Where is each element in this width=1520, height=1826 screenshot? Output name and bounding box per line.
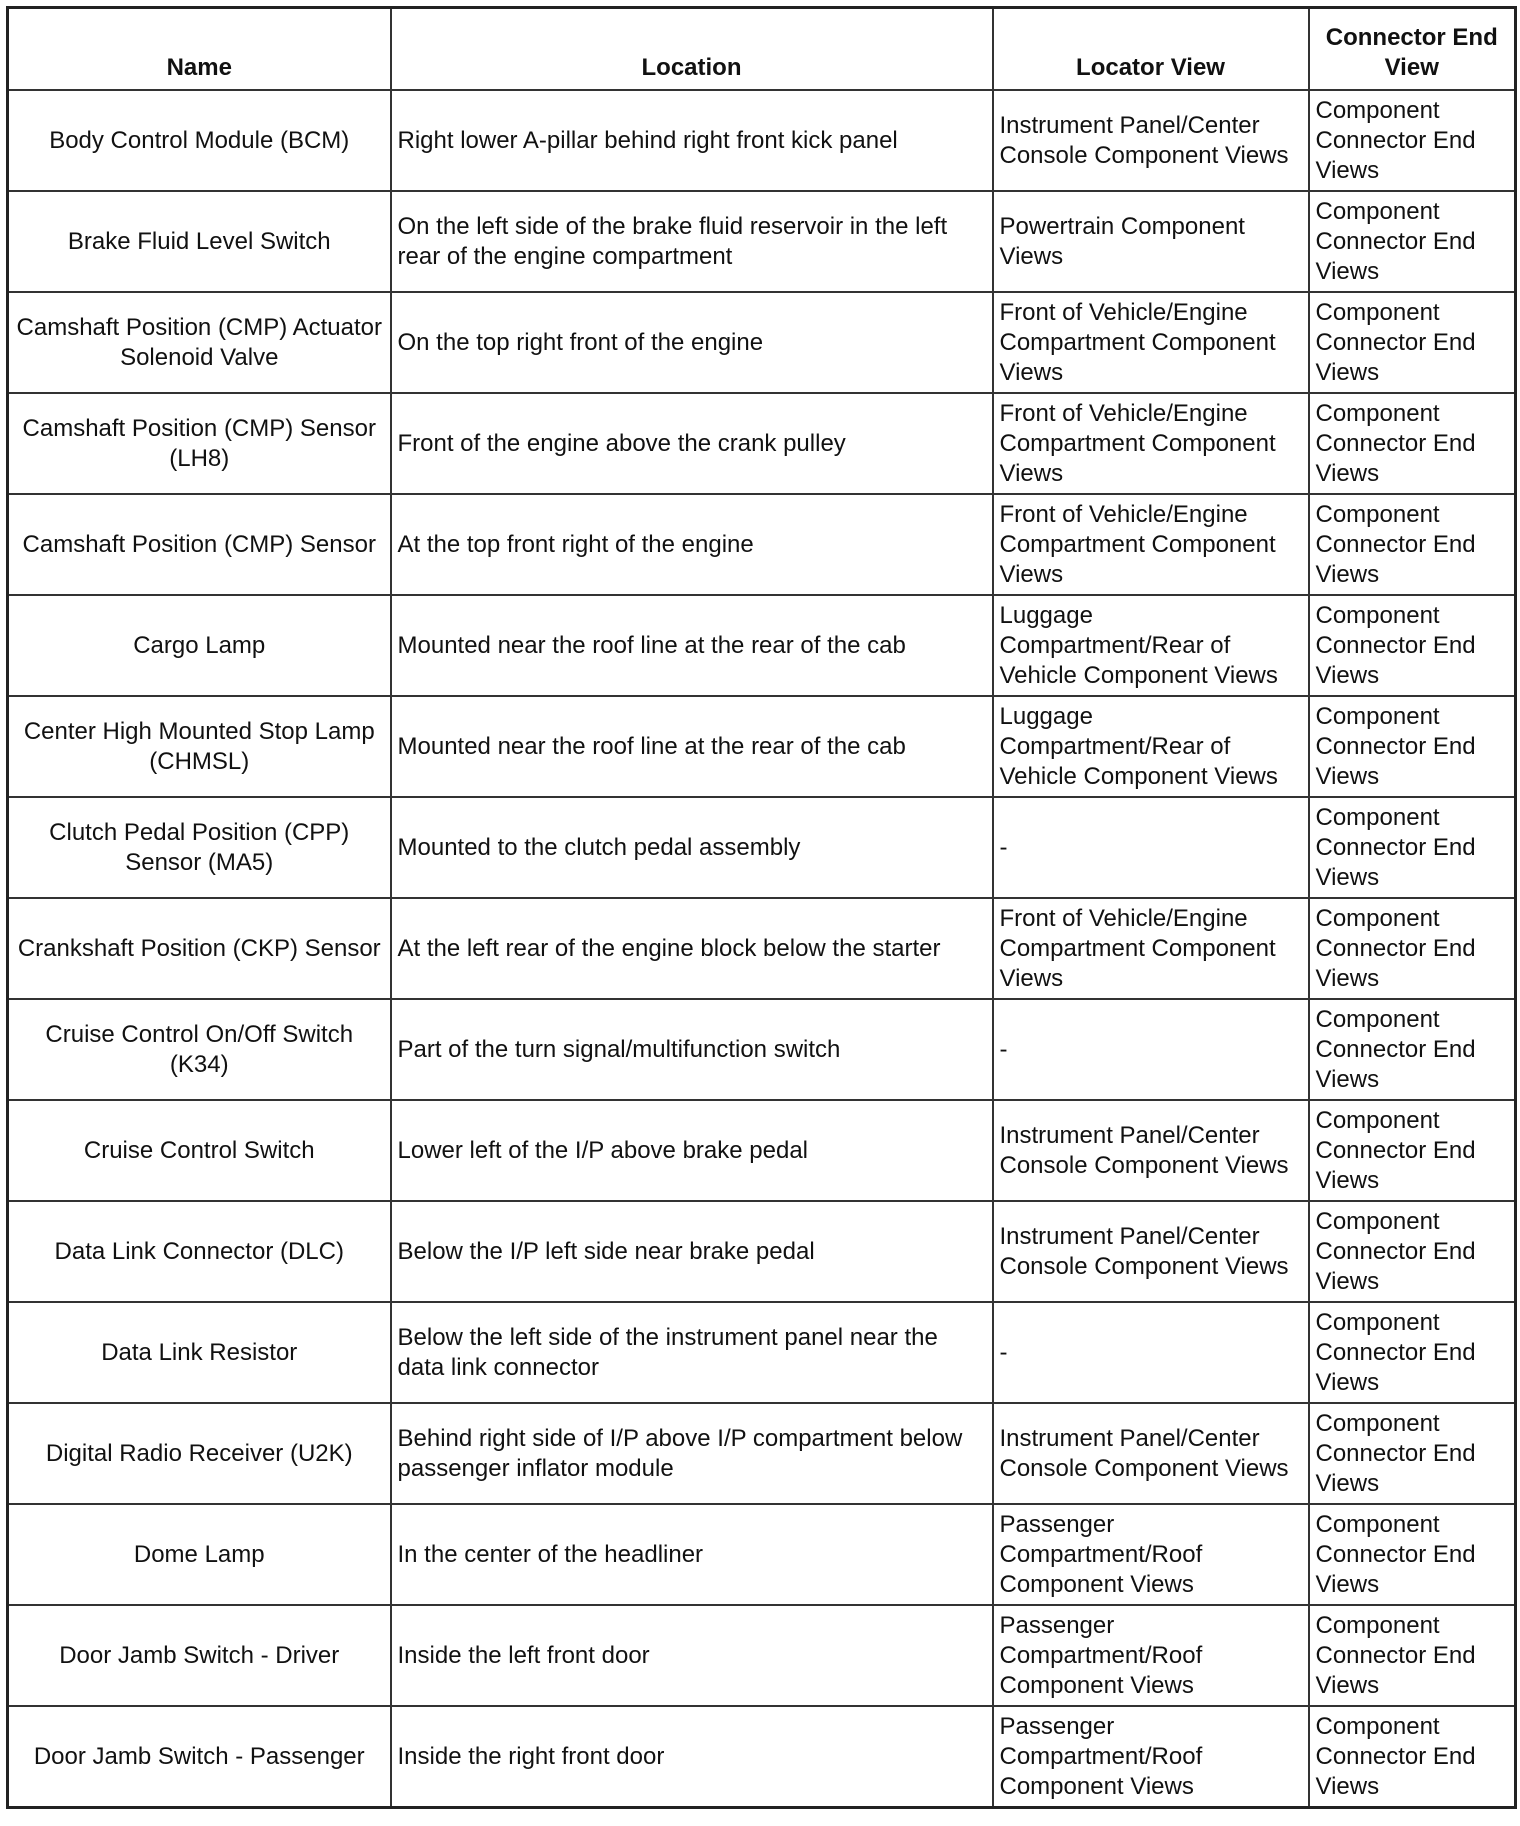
table-row	[8, 595, 1516, 696]
cell-name: Camshaft Position (CMP) Sensor	[8, 494, 391, 595]
cell-name: Data Link Resistor	[8, 1302, 391, 1403]
cell-name: Center High Mounted Stop Lamp (CHMSL)	[8, 696, 391, 797]
table-row	[8, 1100, 1516, 1201]
table-row	[8, 797, 1516, 898]
cell-connector-end-view: Component Connector End Views	[1309, 1201, 1516, 1302]
cell-locator-view: Front of Vehicle/Engine Compartment Component Views	[993, 393, 1309, 494]
component-locator-table	[6, 6, 1517, 1809]
cell-name: Dome Lamp	[8, 1504, 391, 1605]
cell-locator-view: Passenger Compartment/Roof Component Views	[993, 1504, 1309, 1605]
cell-name: Clutch Pedal Position (CPP) Sensor (MA5)	[8, 797, 391, 898]
cell-locator-view: -	[993, 1302, 1309, 1403]
cell-locator-view: Powertrain Component Views	[993, 191, 1309, 292]
component-locator-sheet	[6, 6, 1514, 1820]
cell-location: Behind right side of I/P above I/P compartment below passenger inflator module	[391, 1403, 993, 1504]
table-row	[8, 1605, 1516, 1706]
table-row	[8, 292, 1516, 393]
table-row	[8, 1403, 1516, 1504]
cell-locator-view: Instrument Panel/Center Console Component Views	[993, 90, 1309, 191]
cell-location: On the left side of the brake fluid reservoir in the left rear of the engine compartment	[391, 191, 993, 292]
cell-name: Door Jamb Switch - Passenger	[8, 1706, 391, 1808]
cell-name: Digital Radio Receiver (U2K)	[8, 1403, 391, 1504]
cell-connector-end-view: Component Connector End Views	[1309, 1504, 1516, 1605]
header-locator-view: Locator View	[993, 8, 1309, 91]
cell-name: Brake Fluid Level Switch	[8, 191, 391, 292]
cell-location: Inside the right front door	[391, 1706, 993, 1808]
cell-locator-view: Passenger Compartment/Roof Component Views	[993, 1706, 1309, 1808]
cell-name: Cruise Control On/Off Switch (K34)	[8, 999, 391, 1100]
table-row	[8, 494, 1516, 595]
cell-locator-view: Luggage Compartment/Rear of Vehicle Component Views	[993, 595, 1309, 696]
table-row	[8, 1201, 1516, 1302]
cell-location: Lower left of the I/P above brake pedal	[391, 1100, 993, 1201]
table-row	[8, 90, 1516, 191]
cell-locator-view: Instrument Panel/Center Console Component Views	[993, 1201, 1309, 1302]
table-row	[8, 1302, 1516, 1403]
header-row	[8, 8, 1516, 91]
table-row	[8, 393, 1516, 494]
cell-name: Data Link Connector (DLC)	[8, 1201, 391, 1302]
cell-location: At the top front right of the engine	[391, 494, 993, 595]
cell-connector-end-view: Component Connector End Views	[1309, 90, 1516, 191]
cell-location: Mounted near the roof line at the rear of the cab	[391, 595, 993, 696]
table-row	[8, 191, 1516, 292]
cell-locator-view: Front of Vehicle/Engine Compartment Component Views	[993, 292, 1309, 393]
cell-location: Inside the left front door	[391, 1605, 993, 1706]
cell-location: Mounted to the clutch pedal assembly	[391, 797, 993, 898]
cell-location: Mounted near the roof line at the rear of the cab	[391, 696, 993, 797]
cell-connector-end-view: Component Connector End Views	[1309, 1302, 1516, 1403]
cell-connector-end-view: Component Connector End Views	[1309, 1403, 1516, 1504]
cell-connector-end-view: Component Connector End Views	[1309, 1706, 1516, 1808]
cell-connector-end-view: Component Connector End Views	[1309, 696, 1516, 797]
cell-location: Right lower A-pillar behind right front kick panel	[391, 90, 993, 191]
cell-location: On the top right front of the engine	[391, 292, 993, 393]
cell-connector-end-view: Component Connector End Views	[1309, 595, 1516, 696]
table-row	[8, 898, 1516, 999]
cell-location: At the left rear of the engine block below the starter	[391, 898, 993, 999]
cell-connector-end-view: Component Connector End Views	[1309, 898, 1516, 999]
cell-name: Camshaft Position (CMP) Actuator Solenoid Valve	[8, 292, 391, 393]
cell-name: Body Control Module (BCM)	[8, 90, 391, 191]
cell-locator-view: Front of Vehicle/Engine Compartment Component Views	[993, 494, 1309, 595]
cell-locator-view: Front of Vehicle/Engine Compartment Component Views	[993, 898, 1309, 999]
table-row	[8, 999, 1516, 1100]
header-connector-end-view: Connector End View	[1309, 8, 1516, 91]
table-body	[8, 90, 1516, 1808]
cell-name: Crankshaft Position (CKP) Sensor	[8, 898, 391, 999]
cell-connector-end-view: Component Connector End Views	[1309, 292, 1516, 393]
table-row	[8, 1706, 1516, 1808]
cell-connector-end-view: Component Connector End Views	[1309, 797, 1516, 898]
cell-connector-end-view: Component Connector End Views	[1309, 494, 1516, 595]
cell-name: Camshaft Position (CMP) Sensor (LH8)	[8, 393, 391, 494]
cell-connector-end-view: Component Connector End Views	[1309, 191, 1516, 292]
cell-locator-view: -	[993, 797, 1309, 898]
cell-locator-view: Passenger Compartment/Roof Component Views	[993, 1605, 1309, 1706]
cell-location: Below the left side of the instrument panel near the data link connector	[391, 1302, 993, 1403]
cell-locator-view: Luggage Compartment/Rear of Vehicle Component Views	[993, 696, 1309, 797]
cell-name: Cruise Control Switch	[8, 1100, 391, 1201]
cell-connector-end-view: Component Connector End Views	[1309, 1100, 1516, 1201]
table-row	[8, 696, 1516, 797]
cell-locator-view: -	[993, 999, 1309, 1100]
cell-connector-end-view: Component Connector End Views	[1309, 393, 1516, 494]
cell-location: Part of the turn signal/multifunction switch	[391, 999, 993, 1100]
cell-name: Door Jamb Switch - Driver	[8, 1605, 391, 1706]
cell-location: Below the I/P left side near brake pedal	[391, 1201, 993, 1302]
cell-name: Cargo Lamp	[8, 595, 391, 696]
table-row	[8, 1504, 1516, 1605]
cell-connector-end-view: Component Connector End Views	[1309, 1605, 1516, 1706]
cell-location: In the center of the headliner	[391, 1504, 993, 1605]
cell-location: Front of the engine above the crank pulley	[391, 393, 993, 494]
header-location: Location	[391, 8, 993, 91]
header-name: Name	[8, 8, 391, 91]
table-header	[8, 8, 1516, 91]
cell-locator-view: Instrument Panel/Center Console Component Views	[993, 1100, 1309, 1201]
cell-connector-end-view: Component Connector End Views	[1309, 999, 1516, 1100]
cell-locator-view: Instrument Panel/Center Console Component Views	[993, 1403, 1309, 1504]
